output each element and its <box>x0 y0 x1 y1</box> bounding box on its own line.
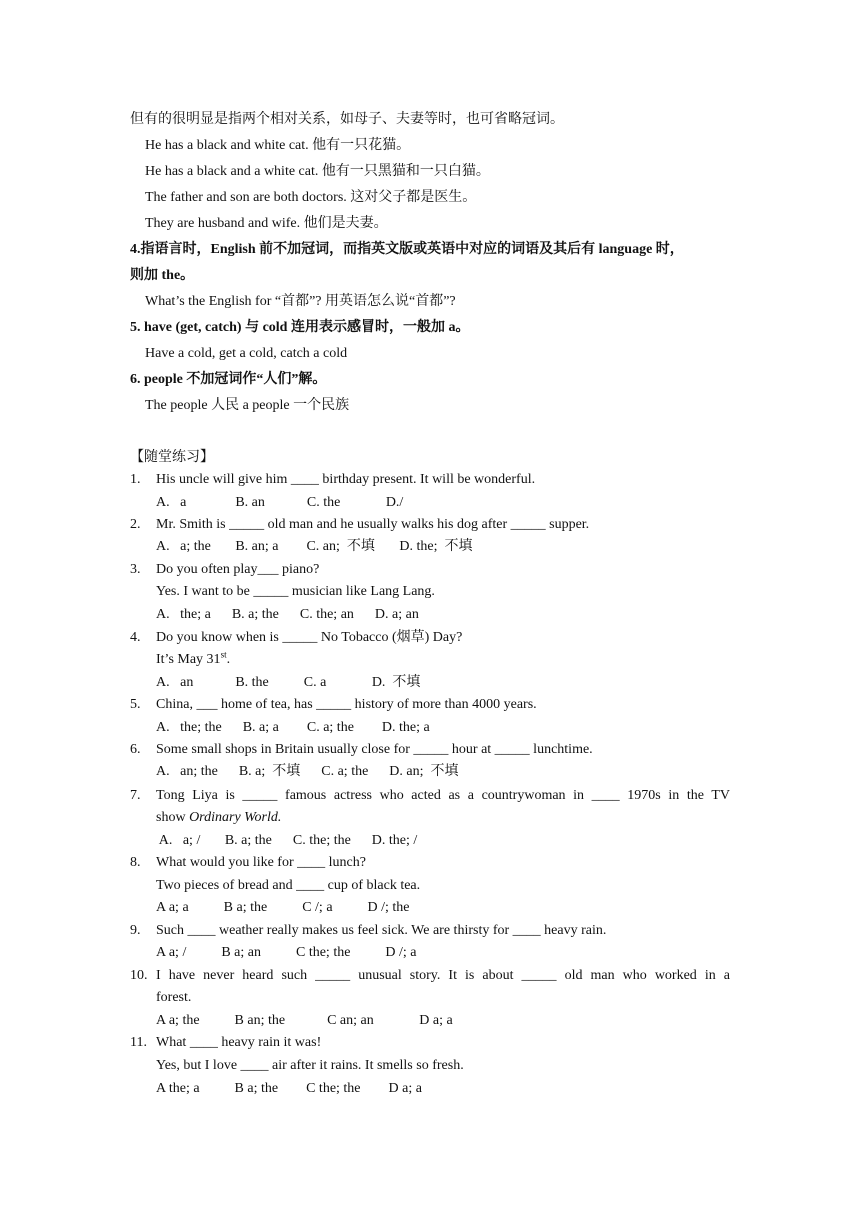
question-text-continued: Two pieces of bread and ____ cup of black tea. <box>156 878 421 893</box>
rule-5-example: Have a cold, get a cold, catch a cold <box>145 346 348 361</box>
question-text: China, ___ home of tea, has _____ history of more than 4000 years. <box>156 697 537 712</box>
question-number: 1. <box>130 472 141 487</box>
question-options: A a; / B a; an C the; the D /; a <box>156 945 417 960</box>
answer-text-end: . <box>226 652 231 667</box>
question-text: Such ____ weather really makes us feel sick. We are thirsty for ____ heavy rain. <box>156 923 607 938</box>
question-options: A a; a B a; the C /; a D /; the <box>156 900 410 915</box>
question-options: A. a; the B. an; a C. an; 不填 D. the; 不填 <box>156 539 473 554</box>
question-options: A a; the B an; the C an; an D a; a <box>156 1013 453 1028</box>
question-text-continued <box>156 651 230 669</box>
rule-4-line-2: 则加 the。 <box>130 268 195 283</box>
question-options: A. the; a B. a; the C. the; an D. a; an <box>156 607 419 622</box>
notes-intro: 但有的很明显是指两个相对关系，如母子、夫妻等时，也可省略冠词。 <box>130 112 564 127</box>
example-2: He has a black and a white cat. 他有一只黑猫和一只白猫。 <box>145 164 490 179</box>
example-4: They are husband and wife. 他们是夫妻。 <box>145 216 388 231</box>
rule-4-line-1: 4.指语言时，English 前不加冠词，而指英文版或英语中对应的词语及其后有 language 时， <box>130 242 684 257</box>
question-text-continued <box>156 809 281 827</box>
section-title: 【随堂练习】 <box>130 450 214 465</box>
question-text: What ____ heavy rain it was! <box>156 1035 322 1050</box>
question-options: A. a; / B. a; the C. the; the D. the; / <box>156 833 418 848</box>
question-text: His uncle will give him ____ birthday present. It will be wonderful. <box>156 472 536 487</box>
rule-5: 5. have (get, catch) 与 cold 连用表示感冒时，一般加 a。 <box>130 320 470 335</box>
question-number: 2. <box>130 517 141 532</box>
rule-4-example: What’s the English for “首都”? 用英语怎么说“首都”? <box>145 294 456 309</box>
question-text: Tong Liya is _____ famous actress who acted as a countrywoman in ____ 1970s in the TV <box>156 788 730 803</box>
question-number: 11. <box>130 1035 147 1050</box>
example-1: He has a black and white cat. 他有一只花猫。 <box>145 138 411 153</box>
show-prefix: show <box>156 810 190 825</box>
question-text: What would you like for ____ lunch? <box>156 855 366 870</box>
question-text: Mr. Smith is _____ old man and he usually walks his dog after _____ supper. <box>156 517 590 532</box>
question-number: 6. <box>130 742 141 757</box>
question-options: A. an; the B. a; 不填 C. a; the D. an; 不填 <box>156 764 459 779</box>
question-number: 3. <box>130 562 141 577</box>
question-options: A the; a B a; the C the; the D a; a <box>156 1081 422 1096</box>
question-text: I have never heard such _____ unusual story. It is about _____ old man who worked in a <box>156 968 730 983</box>
question-number: 8. <box>130 855 141 870</box>
question-options: A. the; the B. a; a C. a; the D. the; a <box>156 720 430 735</box>
rule-6-example: The people 人民 a people 一个民族 <box>145 398 350 413</box>
question-text-continued: Yes. I want to be _____ musician like Lang Lang. <box>156 584 435 599</box>
question-text: Do you know when is _____ No Tobacco (烟草) Day? <box>156 630 463 645</box>
example-3: The father and son are both doctors. 这对父子都是医生。 <box>145 190 477 205</box>
ordinal-suffix: st <box>220 649 227 660</box>
question-text: Some small shops in Britain usually close for _____ hour at _____ lunchtime. <box>156 742 593 757</box>
show-title: Ordinary World. <box>189 810 282 825</box>
question-number: 4. <box>130 630 141 645</box>
rule-6: 6. people 不加冠词作“人们”解。 <box>130 372 327 387</box>
question-text: Do you often play___ piano? <box>156 562 320 577</box>
question-number: 7. <box>130 788 141 803</box>
question-text-continued: forest. <box>156 990 192 1005</box>
question-options: A. an B. the C. a D. 不填 <box>156 675 421 690</box>
question-number: 9. <box>130 923 141 938</box>
question-options: A. a B. an C. the D./ <box>156 495 404 510</box>
answer-text: It’s May 31 <box>156 652 221 667</box>
question-text-continued: Yes, but I love ____ air after it rains. It smells so fresh. <box>156 1058 464 1073</box>
question-number: 10. <box>130 968 148 983</box>
question-number: 5. <box>130 697 141 712</box>
